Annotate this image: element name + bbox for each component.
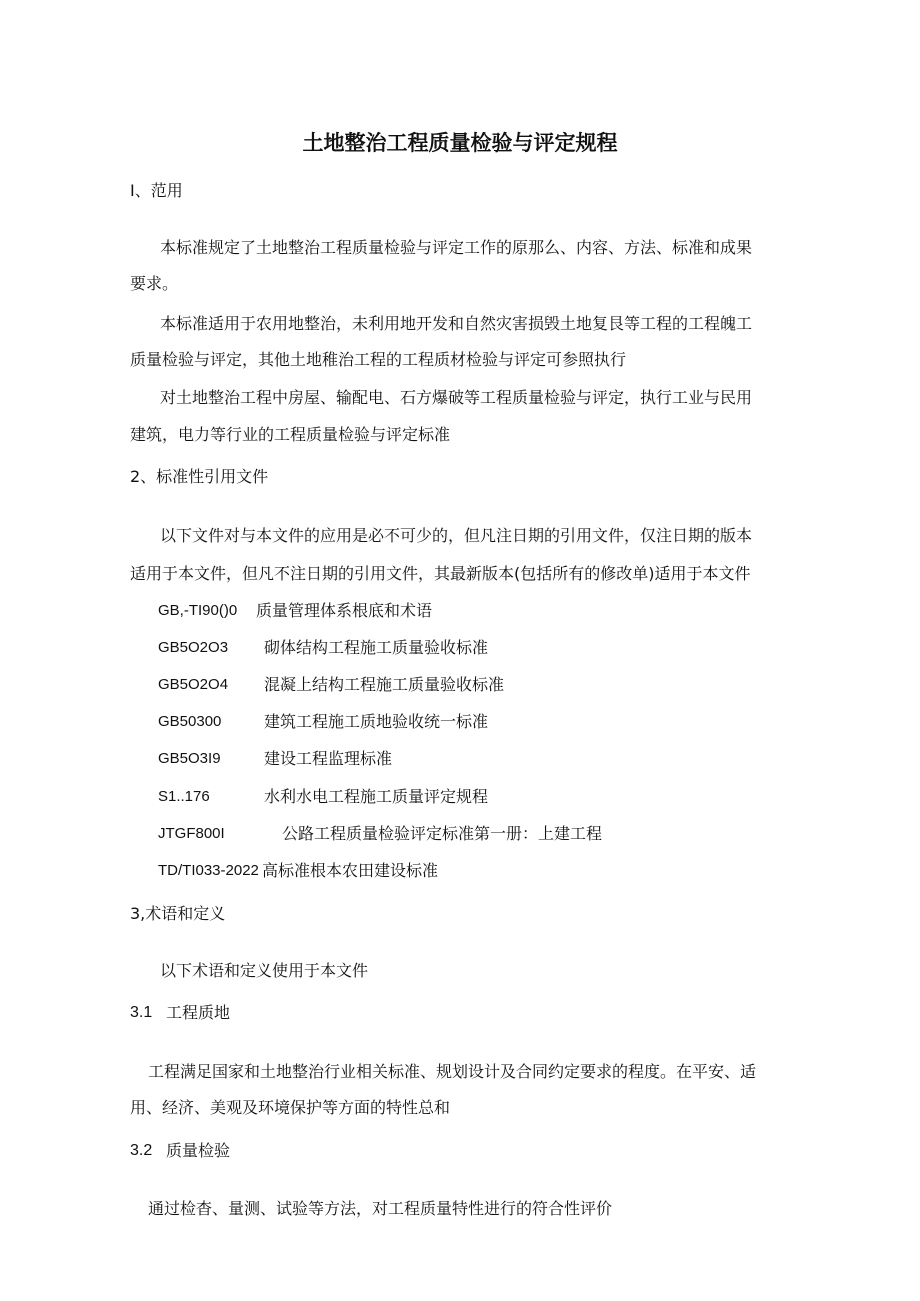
subsection-3-1-line-1: 工程满足国家和土地整治行业相关标准、规划设计及合同约定要求的程度。在平安、适 bbox=[148, 1062, 757, 1081]
section-1-paragraph-2-line-2: 质量检验与评定，其他土地稚治工程的工程质材检验与评定可参照执行 bbox=[130, 350, 627, 369]
section-3-intro: 以下术语和定义使用于本文件 bbox=[160, 961, 369, 980]
section-1-paragraph-3-line-2: 建筑，电力等行业的工程质量检验与评定标准 bbox=[130, 425, 451, 444]
subsection-3-1-line-2: 用、经济、美观及环境保护等方面的特性总和 bbox=[130, 1098, 451, 1117]
reference-title: 建设工程监理标准 bbox=[264, 749, 393, 768]
reference-code: S1..176 bbox=[158, 788, 210, 805]
reference-title: 建筑工程施工质地验收统一标准 bbox=[264, 712, 489, 731]
section-1-paragraph-3-line-1: 对土地整治工程中房屋、输配电、石方爆破等工程质量检验与评定，执行工业与民用 bbox=[160, 388, 753, 407]
section-1-paragraph-1-line-1: 本标准规定了土地整治工程质量检验与评定工作的原那么、内容、方法、标准和成果 bbox=[160, 238, 753, 257]
reference-title: 质量管理体系根底和术语 bbox=[256, 601, 433, 620]
reference-title: 混凝上结构工程施工质量验收标准 bbox=[264, 675, 505, 694]
reference-title: 砌体结构工程施工质量验收标准 bbox=[264, 638, 489, 657]
reference-title: 公路工程质量检验评定标准第一册：上建工程 bbox=[282, 824, 603, 843]
subsection-3-1-number: 3.1 bbox=[130, 1004, 153, 1021]
subsection-3-2-line-1: 通过检杳、量测、试验等方法，对工程质量特性进行的符合性评价 bbox=[148, 1199, 613, 1218]
section-1-paragraph-2-line-1: 本标准适用于农用地整治，未利用地开发和自然灾害损毁土地复艮等工程的工程魄工 bbox=[160, 314, 753, 333]
section-2-heading: 2、标准性引用文件 bbox=[130, 467, 269, 486]
reference-code: GB5O2O4 bbox=[158, 676, 229, 693]
subsection-3-2-title: 质量检验 bbox=[166, 1141, 231, 1160]
reference-code: GB50300 bbox=[158, 713, 222, 730]
reference-code: GB5O2O3 bbox=[158, 639, 229, 656]
subsection-3-2-number: 3.2 bbox=[130, 1142, 153, 1159]
document-title: 土地整治工程质量检验与评定规程 bbox=[302, 131, 618, 155]
reference-code: GB,-TI90()0 bbox=[158, 602, 238, 619]
reference-code: JTGF800I bbox=[158, 825, 225, 842]
reference-code: TD/TI033-2022 bbox=[158, 862, 259, 879]
section-1-heading: I、范用 bbox=[130, 181, 183, 200]
section-3-heading: 3,术语和定义 bbox=[130, 904, 226, 923]
section-2-paragraph-line-1: 以下文件对与本文件的应用是必不可少的，但凡注日期的引用文件，仅注日期的版本 bbox=[160, 526, 753, 545]
subsection-3-1-title: 工程质地 bbox=[166, 1003, 231, 1022]
reference-title: 高标准根本农田建设标准 bbox=[262, 861, 439, 880]
section-1-paragraph-1-line-2: 要求。 bbox=[130, 274, 179, 293]
section-2-paragraph-line-2: 适用于本文件，但凡不注日期的引用文件，其最新版本(包括所有的修改单)适用于本文件 bbox=[130, 564, 751, 583]
reference-code: GB5O3I9 bbox=[158, 750, 221, 767]
reference-title: 水利水电工程施工质量评定规程 bbox=[264, 787, 489, 806]
